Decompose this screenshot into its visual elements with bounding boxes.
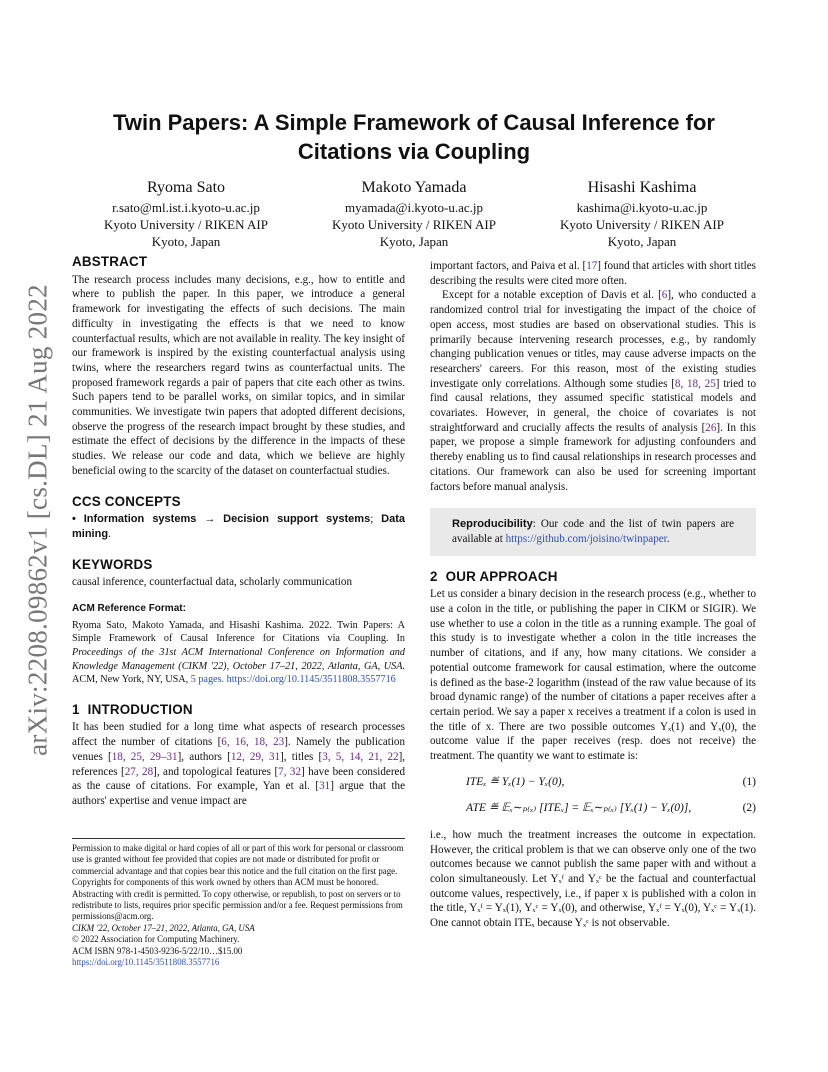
citation-link[interactable]: 31 xyxy=(319,780,331,793)
copyright-line: © 2022 Association for Computing Machinery. xyxy=(72,934,240,945)
author-3 xyxy=(528,178,756,250)
ccs-arrow: → xyxy=(204,513,216,526)
acm-ref-pages-link[interactable]: 5 pages. xyxy=(190,674,225,686)
abstract-heading: ABSTRACT xyxy=(72,254,148,269)
acm-reference-heading: ACM Reference Format: xyxy=(72,603,186,615)
citation-link[interactable]: 3, 5, 14, 21, 22 xyxy=(322,750,399,763)
section-title: INTRODUCTION xyxy=(87,701,193,717)
acm-ref-line: Ryoma Sato, Makoto Yamada, and Hisashi Kashima. 2022. Twin Papers: A Simple Framework of Causal Inference for Citations via Coupling. In xyxy=(72,619,405,645)
approach-paragraph-1: Let us consider a binary decision in the research process (e.g., whether to use a colon in the title, or publishing the paper in CIKM or SIGIR). We use whether to use a colon in the title as a running example. The goal of this study is to investigate whether a colon in the title increases the number of citations, and if any, how many citations. We consider a potential outcome framework for causal estimation, where the outcome is defined as the base-2 logarithm (instead of the raw value because of its broad dynamic range) of the number of citations a paper receives after a certain period. We say a paper x receives a treatment if a colon is used in the title of x. There are two possible outcomes Yₓ(1) and Yₓ(0), the outcome value if the paper receives (resp. does not receive) the treatment. The quantity we want to estimate is: xyxy=(430,588,756,763)
ccs-end: . xyxy=(108,527,111,540)
ccs-separator: ; xyxy=(370,513,374,526)
introduction-text xyxy=(72,720,405,808)
arxiv-identifier-text: arXiv:2208.09862v1 [cs.DL] 21 Aug 2022 xyxy=(22,284,53,756)
author-1 xyxy=(72,178,300,250)
acm-ref-proceedings: Proceedings of the 31st ACM International Conference on Information and Knowledge Management (CIKM '22), October 17–21, 2022, Atlanta, GA, USA. xyxy=(72,646,405,672)
text-run: ] have been considered as the cause of citations. For example, Yan et al. [ xyxy=(72,765,406,793)
citation-link[interactable]: 12, 29, 31 xyxy=(230,750,281,763)
author-location: Kyoto, Japan xyxy=(607,234,677,249)
ccs-term: Information systems xyxy=(83,513,197,526)
ccs-bullet: • xyxy=(72,513,76,526)
citation-link[interactable]: 27, 28 xyxy=(124,765,154,778)
author-affiliation: Kyoto University / RIKEN AIP xyxy=(104,217,268,232)
acm-ref-line: ACM, New York, NY, USA, xyxy=(72,674,191,686)
copyright-footnote xyxy=(72,838,405,968)
permission-text: Permission to make digital or hard copies of all or part of this work for personal or classroom use is granted without fee provided that copies are not made or distributed for profit or commercial advantage and that copies bear this notice and the full citation on the first page. Copyrights for components of this work owned by others than ACM must be honored. Abstracting with credit is permitted. To copy otherwise, or republish, to post on servers or to redistribute to lists, requires prior specific permission and/or a fee. Request permissions from permissions@acm.org. xyxy=(72,843,404,922)
keywords-heading: KEYWORDS xyxy=(72,556,153,572)
equation-number: (1) xyxy=(742,776,756,789)
reproducibility-label: Reproducibility xyxy=(452,518,533,531)
isbn-line: ACM ISBN 978-1-4503-9236-5/22/10…$15.00 xyxy=(72,945,243,956)
approach-heading xyxy=(430,570,756,585)
author-email: kashima@i.kyoto-u.ac.jp xyxy=(576,200,708,215)
citation-link[interactable]: 8, 18, 25 xyxy=(674,377,716,390)
citation-link[interactable]: 7, 32 xyxy=(278,765,302,778)
text-run: Except for a notable exception of Davis et al. [ xyxy=(442,289,662,302)
citation-link[interactable]: 6 xyxy=(661,289,668,302)
text-run: ], titles [ xyxy=(280,750,323,763)
author-location: Kyoto, Japan xyxy=(379,234,449,249)
equation-2 xyxy=(430,796,756,822)
venue-line: CIKM '22, October 17–21, 2022, Atlanta, GA, USA xyxy=(72,922,255,933)
citation-link[interactable]: 17 xyxy=(586,260,598,272)
acm-ref-doi-link[interactable]: https://doi.org/10.1145/3511808.3557716 xyxy=(226,674,396,686)
author-affiliation: Kyoto University / RIKEN AIP xyxy=(332,217,496,232)
text-run: ] tried to find causal relations, they assumed specific statistical models and covariates. However, in general, the choice of covariates is not straightforward and crucially affects the results of analysis [ xyxy=(430,377,756,434)
citation-link[interactable]: 26 xyxy=(705,421,717,434)
reproducibility-text: : Our code and the list of twin papers are available at xyxy=(452,518,734,545)
intro-paragraph-2 xyxy=(430,288,756,494)
ccs-term: Decision support systems xyxy=(223,513,371,526)
section-number: 2 xyxy=(430,568,438,584)
author-email: r.sato@ml.ist.i.kyoto-u.ac.jp xyxy=(112,200,260,215)
text-run: ], authors [ xyxy=(177,750,231,763)
approach-paragraph-2: i.e., how much the treatment increases the outcome in expectation. However, the critical problem is that we can observe only one of the two outcomes because we cannot publish the same paper with and without a colon simultaneously. Let Yₓᶠ and Yₓᶜ be the factual and counterfactual outcome values, respectively, i.e., if paper x is published with a colon in the title, Yₓᶠ = Yₓ(1), Yₓᶜ = Yₓ(0), and otherwise, Yₓᶠ = Yₓ(0), Yₓᶜ = Yₓ(1). One cannot obtain ITEₓ because Yₓᶜ is not observable. xyxy=(430,828,756,930)
author-2 xyxy=(300,178,528,250)
citation-link[interactable]: 18, 25, 29–31 xyxy=(111,750,178,763)
footnote-doi-link[interactable]: https://doi.org/10.1145/3511808.3557716 xyxy=(72,957,220,968)
ccs-heading: CCS CONCEPTS xyxy=(72,493,181,509)
paper-title: Twin Papers: A Simple Framework of Causal Inference for Citations via Coupling xyxy=(113,110,715,164)
ccs-concepts xyxy=(72,512,405,541)
keywords-text: causal inference, counterfactual data, scholarly communication xyxy=(72,576,352,589)
left-column xyxy=(72,255,405,809)
section-number: 1 xyxy=(72,701,80,717)
intro-continued xyxy=(430,259,756,288)
text-run: It has been studied for a long time what aspects of research processes affect the number of citations [ xyxy=(72,721,405,749)
equation-body: ITEₓ ≝ Yₓ(1) − Yₓ(0), xyxy=(466,776,565,789)
acm-reference-text xyxy=(72,619,405,687)
text-run: . xyxy=(666,532,670,545)
author-location: Kyoto, Japan xyxy=(151,234,221,249)
arxiv-identifier xyxy=(22,280,54,760)
text-run: ], references [ xyxy=(72,750,406,778)
author-affiliation: Kyoto University / RIKEN AIP xyxy=(560,217,724,232)
text-run: ]. Namely the publication venues [ xyxy=(72,736,406,763)
author-name: Makoto Yamada xyxy=(361,179,467,196)
text-run: ], who conducted a randomized control trial for investigating the impact of the choice of open access, most studies are based on observational studies. This is primarily because intervening research processes, e.g., by randomly changing publication venues or titles, may cause adverse impacts on the researchers' careers. For this reason, most of the existing studies investigate only correlations. Although some studies [ xyxy=(430,289,756,390)
ccs-term: Data mining xyxy=(72,513,405,540)
text-run: ] argue that the authors' expertise and venue impact are xyxy=(72,780,406,807)
text-run: important factors, and Paiva et al. [ xyxy=(430,260,587,272)
citation-link[interactable]: 6, 16, 18, 23 xyxy=(221,736,285,749)
equation-number: (2) xyxy=(742,802,756,815)
text-run: ] found that articles with short titles describing the results were cited more often. xyxy=(430,260,756,287)
introduction-heading xyxy=(72,703,405,718)
author-block xyxy=(72,178,756,250)
author-name: Ryoma Sato xyxy=(146,179,226,196)
reproducibility-box xyxy=(430,508,756,555)
author-email: myamada@i.kyoto-u.ac.jp xyxy=(345,200,483,215)
equation-body: ATE ≝ 𝔼ₓ∼ₚ₍ₓ₎ [ITEₓ] = 𝔼ₓ∼ₚ₍ₓ₎ [Yₓ(1) − Yₓ(0)], xyxy=(466,802,692,815)
abstract-text: The research process includes many decisions, e.g., how to entitle and where to publish the paper. In this paper, we introduce a general framework for investigating the effects of such decisions. The main difficulty in investigating the effects is that we need to know counterfactual results, which are not available in reality. The key insight of our framework is inspired by the existing counterfactual analysis using twins, where the researchers regard twins as counterfactual units. The proposed framework regards a pair of papers that cite each other as twins. Such papers tend to be parallel works, on similar topics, and in similar communities. We investigate twin papers that adopted different decisions, observe the progress of the research impact brought by these studies, and estimate the effect of decisions by the difference in the impacts of these studies. We release our code and data, which we believe are highly beneficial owing to the scarcity of the dataset on counterfactual studies. xyxy=(72,273,405,477)
section-title: OUR APPROACH xyxy=(445,568,558,584)
equation-1 xyxy=(430,770,756,796)
github-link[interactable]: https://github.com/joisino/twinpaper xyxy=(505,532,667,545)
text-run: ]. In this paper, we propose a simple framework for adjusting confounders and thereby enabling us to find causal relationships in research processes and citations. Our framework can also be used for screening important factors before manual analysis. xyxy=(430,421,756,493)
author-name: Hisashi Kashima xyxy=(587,179,697,196)
right-column xyxy=(430,259,756,931)
text-run: ], and topological features [ xyxy=(153,765,279,778)
